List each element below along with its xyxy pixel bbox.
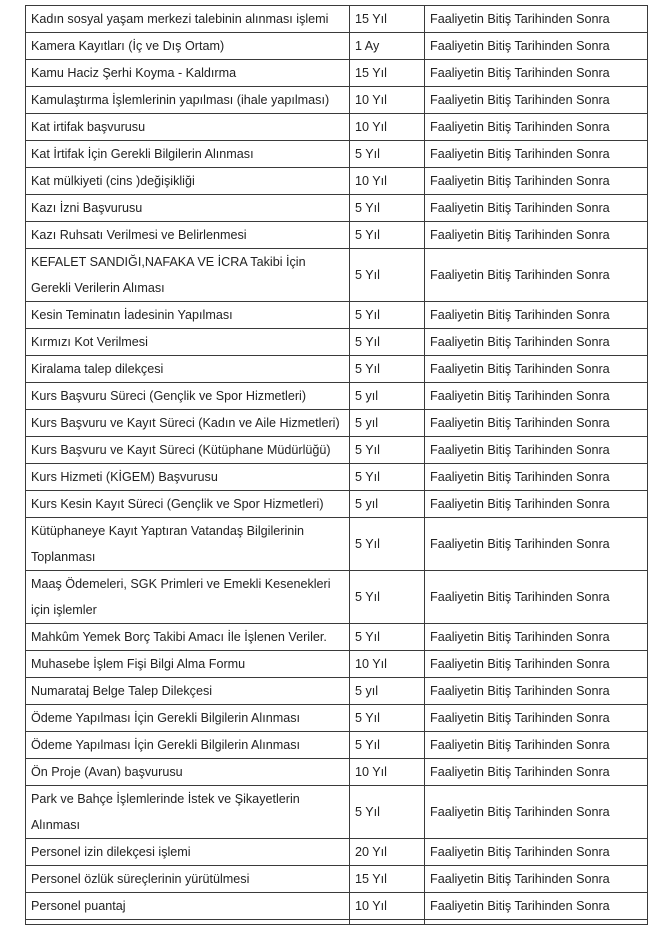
start-cell: Faaliyetin Bitiş Tarihinden Sonra <box>425 33 648 60</box>
duration-cell: 5 Yıl <box>350 302 425 329</box>
process-cell: Kamulaştırma İşlemlerinin yapılması (ihale yapılması) <box>26 87 350 114</box>
table-row <box>26 759 648 786</box>
start-cell: Faaliyetin Bitiş Tarihinden Sonra <box>425 87 648 114</box>
process-cell: Kesin Teminatın İadesinin Yapılması <box>26 302 350 329</box>
duration-cell: 5 yıl <box>350 678 425 705</box>
process-cell: Kazı İzni Başvurusu <box>26 195 350 222</box>
process-cell: Kurs Başvuru Süreci (Gençlik ve Spor Hizmetleri) <box>26 383 350 410</box>
process-cell: Kazı Ruhsatı Verilmesi ve Belirlenmesi <box>26 222 350 249</box>
duration-cell: 5 Yıl <box>350 624 425 651</box>
duration-cell: 5 Yıl <box>350 329 425 356</box>
duration-cell: 15 Yıl <box>350 866 425 893</box>
process-cell: Ön Proje (Avan) başvurusu <box>26 759 350 786</box>
duration-cell: 5 Yıl <box>350 195 425 222</box>
empty-cell <box>425 920 648 925</box>
start-cell: Faaliyetin Bitiş Tarihinden Sonra <box>425 624 648 651</box>
duration-cell: 10 Yıl <box>350 893 425 920</box>
duration-cell: 5 Yıl <box>350 732 425 759</box>
table-row <box>26 705 648 732</box>
duration-cell: 10 Yıl <box>350 168 425 195</box>
process-cell: Kütüphaneye Kayıt Yaptıran Vatandaş Bilgilerinin Toplanması <box>26 518 350 571</box>
table-row <box>26 60 648 87</box>
duration-cell: 5 Yıl <box>350 249 425 302</box>
start-cell: Faaliyetin Bitiş Tarihinden Sonra <box>425 410 648 437</box>
table-row <box>26 678 648 705</box>
duration-cell: 20 Yıl <box>350 839 425 866</box>
process-cell: Kat irtifak başvurusu <box>26 114 350 141</box>
start-cell: Faaliyetin Bitiş Tarihinden Sonra <box>425 518 648 571</box>
start-cell: Faaliyetin Bitiş Tarihinden Sonra <box>425 651 648 678</box>
table-row <box>26 410 648 437</box>
start-cell: Faaliyetin Bitiş Tarihinden Sonra <box>425 839 648 866</box>
duration-cell: 15 Yıl <box>350 60 425 87</box>
start-cell: Faaliyetin Bitiş Tarihinden Sonra <box>425 222 648 249</box>
duration-cell: 5 Yıl <box>350 464 425 491</box>
table-row <box>26 141 648 168</box>
start-cell: Faaliyetin Bitiş Tarihinden Sonra <box>425 705 648 732</box>
table-row <box>26 437 648 464</box>
process-cell: Kırmızı Kot Verilmesi <box>26 329 350 356</box>
duration-cell: 10 Yıl <box>350 114 425 141</box>
retention-table-container <box>25 5 647 925</box>
process-cell: Park ve Bahçe İşlemlerinde İstek ve Şikayetlerin Alınması <box>26 786 350 839</box>
process-cell: Kamu Haciz Şerhi Koyma - Kaldırma <box>26 60 350 87</box>
start-cell: Faaliyetin Bitiş Tarihinden Sonra <box>425 195 648 222</box>
start-cell: Faaliyetin Bitiş Tarihinden Sonra <box>425 168 648 195</box>
table-row <box>26 33 648 60</box>
process-cell: Muhasebe İşlem Fişi Bilgi Alma Formu <box>26 651 350 678</box>
table-row <box>26 893 648 920</box>
duration-cell: 5 Yıl <box>350 571 425 624</box>
process-cell: Personel izin dilekçesi işlemi <box>26 839 350 866</box>
process-cell: Kat mülkiyeti (cins )değişikliği <box>26 168 350 195</box>
table-row <box>26 786 648 839</box>
duration-cell: 1 Ay <box>350 33 425 60</box>
start-cell: Faaliyetin Bitiş Tarihinden Sonra <box>425 491 648 518</box>
duration-cell: 5 Yıl <box>350 705 425 732</box>
start-cell: Faaliyetin Bitiş Tarihinden Sonra <box>425 6 648 33</box>
duration-cell: 5 Yıl <box>350 222 425 249</box>
table-row <box>26 87 648 114</box>
process-cell: Kiralama talep dilekçesi <box>26 356 350 383</box>
empty-cell <box>26 920 350 925</box>
process-cell: KEFALET SANDIĞI,NAFAKA VE İCRA Takibi İçin Gerekli Verilerin Alıması <box>26 249 350 302</box>
start-cell: Faaliyetin Bitiş Tarihinden Sonra <box>425 383 648 410</box>
process-cell: Kurs Hizmeti (KİGEM) Başvurusu <box>26 464 350 491</box>
table-row <box>26 383 648 410</box>
process-cell: Kamera Kayıtları (İç ve Dış Ortam) <box>26 33 350 60</box>
process-cell: Kadın sosyal yaşam merkezi talebinin alınması işlemi <box>26 6 350 33</box>
process-cell: Maaş Ödemeleri, SGK Primleri ve Emekli Kesenekleri için işlemler <box>26 571 350 624</box>
duration-cell: 5 yıl <box>350 383 425 410</box>
table-row <box>26 491 648 518</box>
empty-cell <box>350 920 425 925</box>
start-cell: Faaliyetin Bitiş Tarihinden Sonra <box>425 464 648 491</box>
table-row <box>26 571 648 624</box>
duration-cell: 5 Yıl <box>350 437 425 464</box>
duration-cell: 15 Yıl <box>350 6 425 33</box>
table-row <box>26 168 648 195</box>
table-row <box>26 6 648 33</box>
table-row <box>26 222 648 249</box>
process-cell: Kat İrtifak İçin Gerekli Bilgilerin Alınması <box>26 141 350 168</box>
retention-table-body <box>26 6 648 925</box>
process-cell: Kurs Kesin Kayıt Süreci (Gençlik ve Spor Hizmetleri) <box>26 491 350 518</box>
start-cell: Faaliyetin Bitiş Tarihinden Sonra <box>425 329 648 356</box>
duration-cell: 10 Yıl <box>350 759 425 786</box>
duration-cell: 5 Yıl <box>350 141 425 168</box>
table-row <box>26 651 648 678</box>
process-cell: Ödeme Yapılması İçin Gerekli Bilgilerin Alınması <box>26 705 350 732</box>
table-row-partial <box>26 920 648 925</box>
table-row <box>26 866 648 893</box>
duration-cell: 10 Yıl <box>350 87 425 114</box>
process-cell: Numarataj Belge Talep Dilekçesi <box>26 678 350 705</box>
table-row <box>26 518 648 571</box>
process-cell: Personel puantaj <box>26 893 350 920</box>
start-cell: Faaliyetin Bitiş Tarihinden Sonra <box>425 437 648 464</box>
start-cell: Faaliyetin Bitiş Tarihinden Sonra <box>425 141 648 168</box>
start-cell: Faaliyetin Bitiş Tarihinden Sonra <box>425 571 648 624</box>
table-row <box>26 302 648 329</box>
start-cell: Faaliyetin Bitiş Tarihinden Sonra <box>425 759 648 786</box>
duration-cell: 5 yıl <box>350 491 425 518</box>
start-cell: Faaliyetin Bitiş Tarihinden Sonra <box>425 893 648 920</box>
retention-table <box>25 5 648 925</box>
start-cell: Faaliyetin Bitiş Tarihinden Sonra <box>425 302 648 329</box>
start-cell: Faaliyetin Bitiş Tarihinden Sonra <box>425 866 648 893</box>
table-row <box>26 356 648 383</box>
process-cell: Kurs Başvuru ve Kayıt Süreci (Kütüphane Müdürlüğü) <box>26 437 350 464</box>
start-cell: Faaliyetin Bitiş Tarihinden Sonra <box>425 356 648 383</box>
table-row <box>26 624 648 651</box>
table-row <box>26 329 648 356</box>
start-cell: Faaliyetin Bitiş Tarihinden Sonra <box>425 60 648 87</box>
table-row <box>26 732 648 759</box>
duration-cell: 10 Yıl <box>350 651 425 678</box>
duration-cell: 5 Yıl <box>350 786 425 839</box>
process-cell: Ödeme Yapılması İçin Gerekli Bilgilerin Alınması <box>26 732 350 759</box>
table-row <box>26 195 648 222</box>
table-row <box>26 839 648 866</box>
table-row <box>26 114 648 141</box>
duration-cell: 5 yıl <box>350 410 425 437</box>
start-cell: Faaliyetin Bitiş Tarihinden Sonra <box>425 249 648 302</box>
table-row <box>26 249 648 302</box>
table-row <box>26 464 648 491</box>
process-cell: Mahkûm Yemek Borç Takibi Amacı İle İşlenen Veriler. <box>26 624 350 651</box>
start-cell: Faaliyetin Bitiş Tarihinden Sonra <box>425 114 648 141</box>
start-cell: Faaliyetin Bitiş Tarihinden Sonra <box>425 786 648 839</box>
start-cell: Faaliyetin Bitiş Tarihinden Sonra <box>425 732 648 759</box>
duration-cell: 5 Yıl <box>350 356 425 383</box>
start-cell: Faaliyetin Bitiş Tarihinden Sonra <box>425 678 648 705</box>
duration-cell: 5 Yıl <box>350 518 425 571</box>
process-cell: Personel özlük süreçlerinin yürütülmesi <box>26 866 350 893</box>
process-cell: Kurs Başvuru ve Kayıt Süreci (Kadın ve Aile Hizmetleri) <box>26 410 350 437</box>
